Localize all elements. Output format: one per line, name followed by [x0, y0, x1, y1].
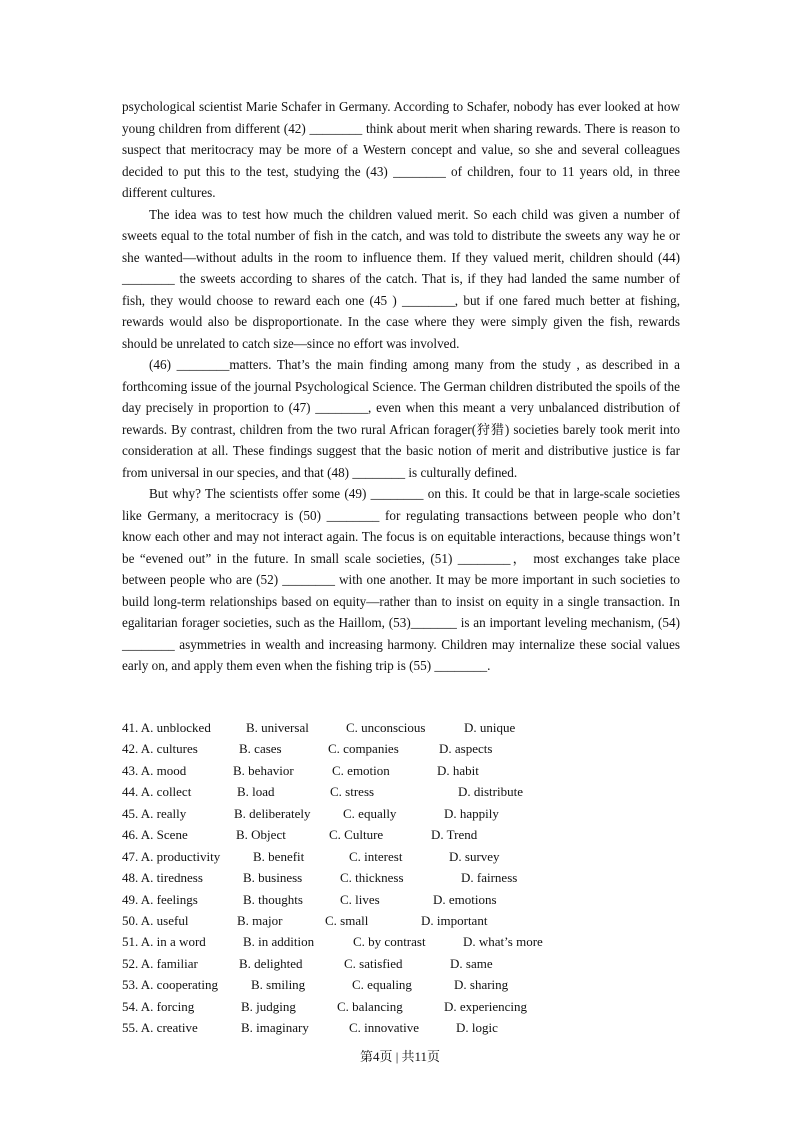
option-c: C. small	[325, 912, 369, 928]
option-b: B. Object	[236, 827, 286, 843]
option-b: B. thoughts	[243, 891, 303, 907]
option-d: D. habit	[437, 762, 479, 778]
option-d: D. sharing	[454, 977, 509, 993]
option-c: C. thickness	[340, 870, 404, 886]
question-row	[122, 824, 682, 845]
question-row	[122, 931, 682, 952]
question-row	[122, 738, 682, 759]
paragraph-3: (46) ________matters. That’s the main finding among many from the study , as described in a forthcoming issue of the journal Psychological Science. The German children distributed the spoils of the day precisely in proportion to (47) ________, even when this meant a very unbalanced distribution of rewards. By contrast, children from the two rural African forager(狩猎) societies barely took merit into consideration at all. These findings suggest that the basic notion of merit and distributive justice is far from universal in our species, and that (48) ________ is culturally defined.	[122, 357, 680, 480]
option-c: C. by contrast	[353, 934, 426, 950]
question-row	[122, 803, 682, 824]
option-a: 53. A. cooperating	[122, 977, 219, 993]
question-row	[122, 953, 682, 974]
option-b: B. in addition	[243, 934, 315, 950]
option-c: C. unconscious	[346, 720, 426, 735]
option-a: 47. A. productivity	[122, 848, 221, 864]
option-d: D. same	[450, 955, 493, 971]
option-c: C. interest	[349, 848, 403, 864]
option-c: C. Culture	[329, 827, 384, 843]
option-a: 42. A. cultures	[122, 741, 198, 757]
paragraph-4: But why? The scientists offer some (49) ________ on this. It could be that in large-scale societies like Germany, a meritocracy is (50) ________ for regulating transactions between people who don’t know each other and may not interact again. The focus is on equitable interactions, because things won’t be “evened out” in the future. In small scale societies, (51) ________， most exchanges take place between people who are (52) ________ with one another. It may be more important in such societies to build long-term relationships based on equity—rather than to insist on equity in a single transaction. In egalitarian forager societies, such as the Haillom, (53)_______ is an important leveling mechanism, (54) ________ asymmetries in wealth and increasing harmony. Children may internalize these social values early on, and apply them even when the fishing trip is (55) ________.	[122, 486, 680, 673]
question-row	[122, 889, 682, 910]
option-d: D. important	[421, 912, 488, 928]
option-c: C. innovative	[349, 1020, 420, 1036]
option-b: B. judging	[241, 998, 296, 1014]
passage-text	[122, 96, 680, 677]
option-a: 43. A. mood	[122, 762, 187, 778]
question-row	[122, 996, 682, 1017]
paragraph-1: psychological scientist Marie Schafer in Germany. According to Schafer, nobody has ever looked at how young children from different (42) ________ think about merit when sharing rewards. There is reason to suspect that meritocracy may be more of a Western concept and value, so she and several colleagues decided to put this to the test, studying the (43) ________ of children, four to 11 years old, in three different cultures.	[122, 99, 680, 200]
option-a: 50. A. useful	[122, 912, 189, 928]
option-d: D. logic	[456, 1020, 498, 1036]
option-d: D. aspects	[439, 741, 493, 757]
question-row	[122, 846, 682, 867]
option-a: 49. A. feelings	[122, 891, 198, 907]
option-c: C. companies	[328, 741, 399, 757]
option-a: 52. A. familiar	[122, 955, 198, 971]
option-a: 41. A. unblocked	[122, 720, 211, 735]
option-d: D. distribute	[458, 784, 523, 800]
option-a: 55. A. creative	[122, 1020, 198, 1036]
option-b: B. universal	[246, 720, 309, 735]
option-c: C. emotion	[332, 762, 390, 778]
option-d: D. Trend	[431, 827, 478, 843]
option-c: C. equaling	[352, 977, 412, 993]
paragraph-2: The idea was to test how much the children valued merit. So each child was given a number of sweets equal to the total number of fish in the catch, and was told to distribute the sweets any way he or she wanted—without adults in the room to influence them. If they valued merit, children should (44) ________ the sweets according to shares of the catch. That is, if they had landed the same number of fish, they would choose to reward each one (45 ) ________, but if one fared much better at fishing, rewards would also be disproportionate. In the case where they were simply given the fish, rewards should be unrelated to catch size—since no effort was involved.	[122, 206, 680, 351]
option-b: B. delighted	[239, 955, 303, 971]
question-row	[122, 717, 682, 738]
option-b: B. load	[237, 784, 275, 800]
option-b: B. deliberately	[234, 805, 311, 821]
option-c: C. equally	[343, 805, 397, 821]
option-d: D. unique	[464, 720, 516, 735]
option-a: 51. A. in a word	[122, 934, 206, 950]
option-c: C. satisfied	[344, 955, 403, 971]
option-b: B. benefit	[253, 848, 305, 864]
answer-options-list	[122, 717, 682, 1039]
question-row	[122, 1017, 682, 1038]
option-a: 46. A. Scene	[122, 827, 188, 843]
option-c: C. balancing	[337, 998, 403, 1014]
option-b: B. business	[243, 870, 303, 886]
option-c: C. lives	[340, 891, 380, 907]
option-d: D. fairness	[461, 870, 518, 886]
question-row	[122, 760, 682, 781]
option-a: 48. A. tiredness	[122, 870, 203, 886]
option-b: B. behavior	[233, 762, 294, 778]
option-d: D. emotions	[433, 891, 497, 907]
option-b: B. smiling	[251, 977, 306, 993]
option-d: D. experiencing	[444, 998, 528, 1014]
page-number-footer: 第4页 | 共11页	[359, 1049, 441, 1064]
option-d: D. survey	[449, 848, 500, 864]
option-b: B. cases	[239, 741, 282, 757]
option-a: 45. A. really	[122, 805, 187, 821]
question-row	[122, 974, 682, 995]
option-d: D. happily	[444, 805, 499, 821]
question-row	[122, 910, 682, 931]
option-d: D. what’s more	[463, 934, 543, 950]
option-a: 54. A. forcing	[122, 998, 195, 1014]
option-c: C. stress	[330, 784, 375, 800]
option-a: 44. A. collect	[122, 784, 192, 800]
option-b: B. major	[237, 912, 283, 928]
option-b: B. imaginary	[241, 1020, 309, 1036]
question-row	[122, 781, 682, 802]
question-row	[122, 867, 682, 888]
